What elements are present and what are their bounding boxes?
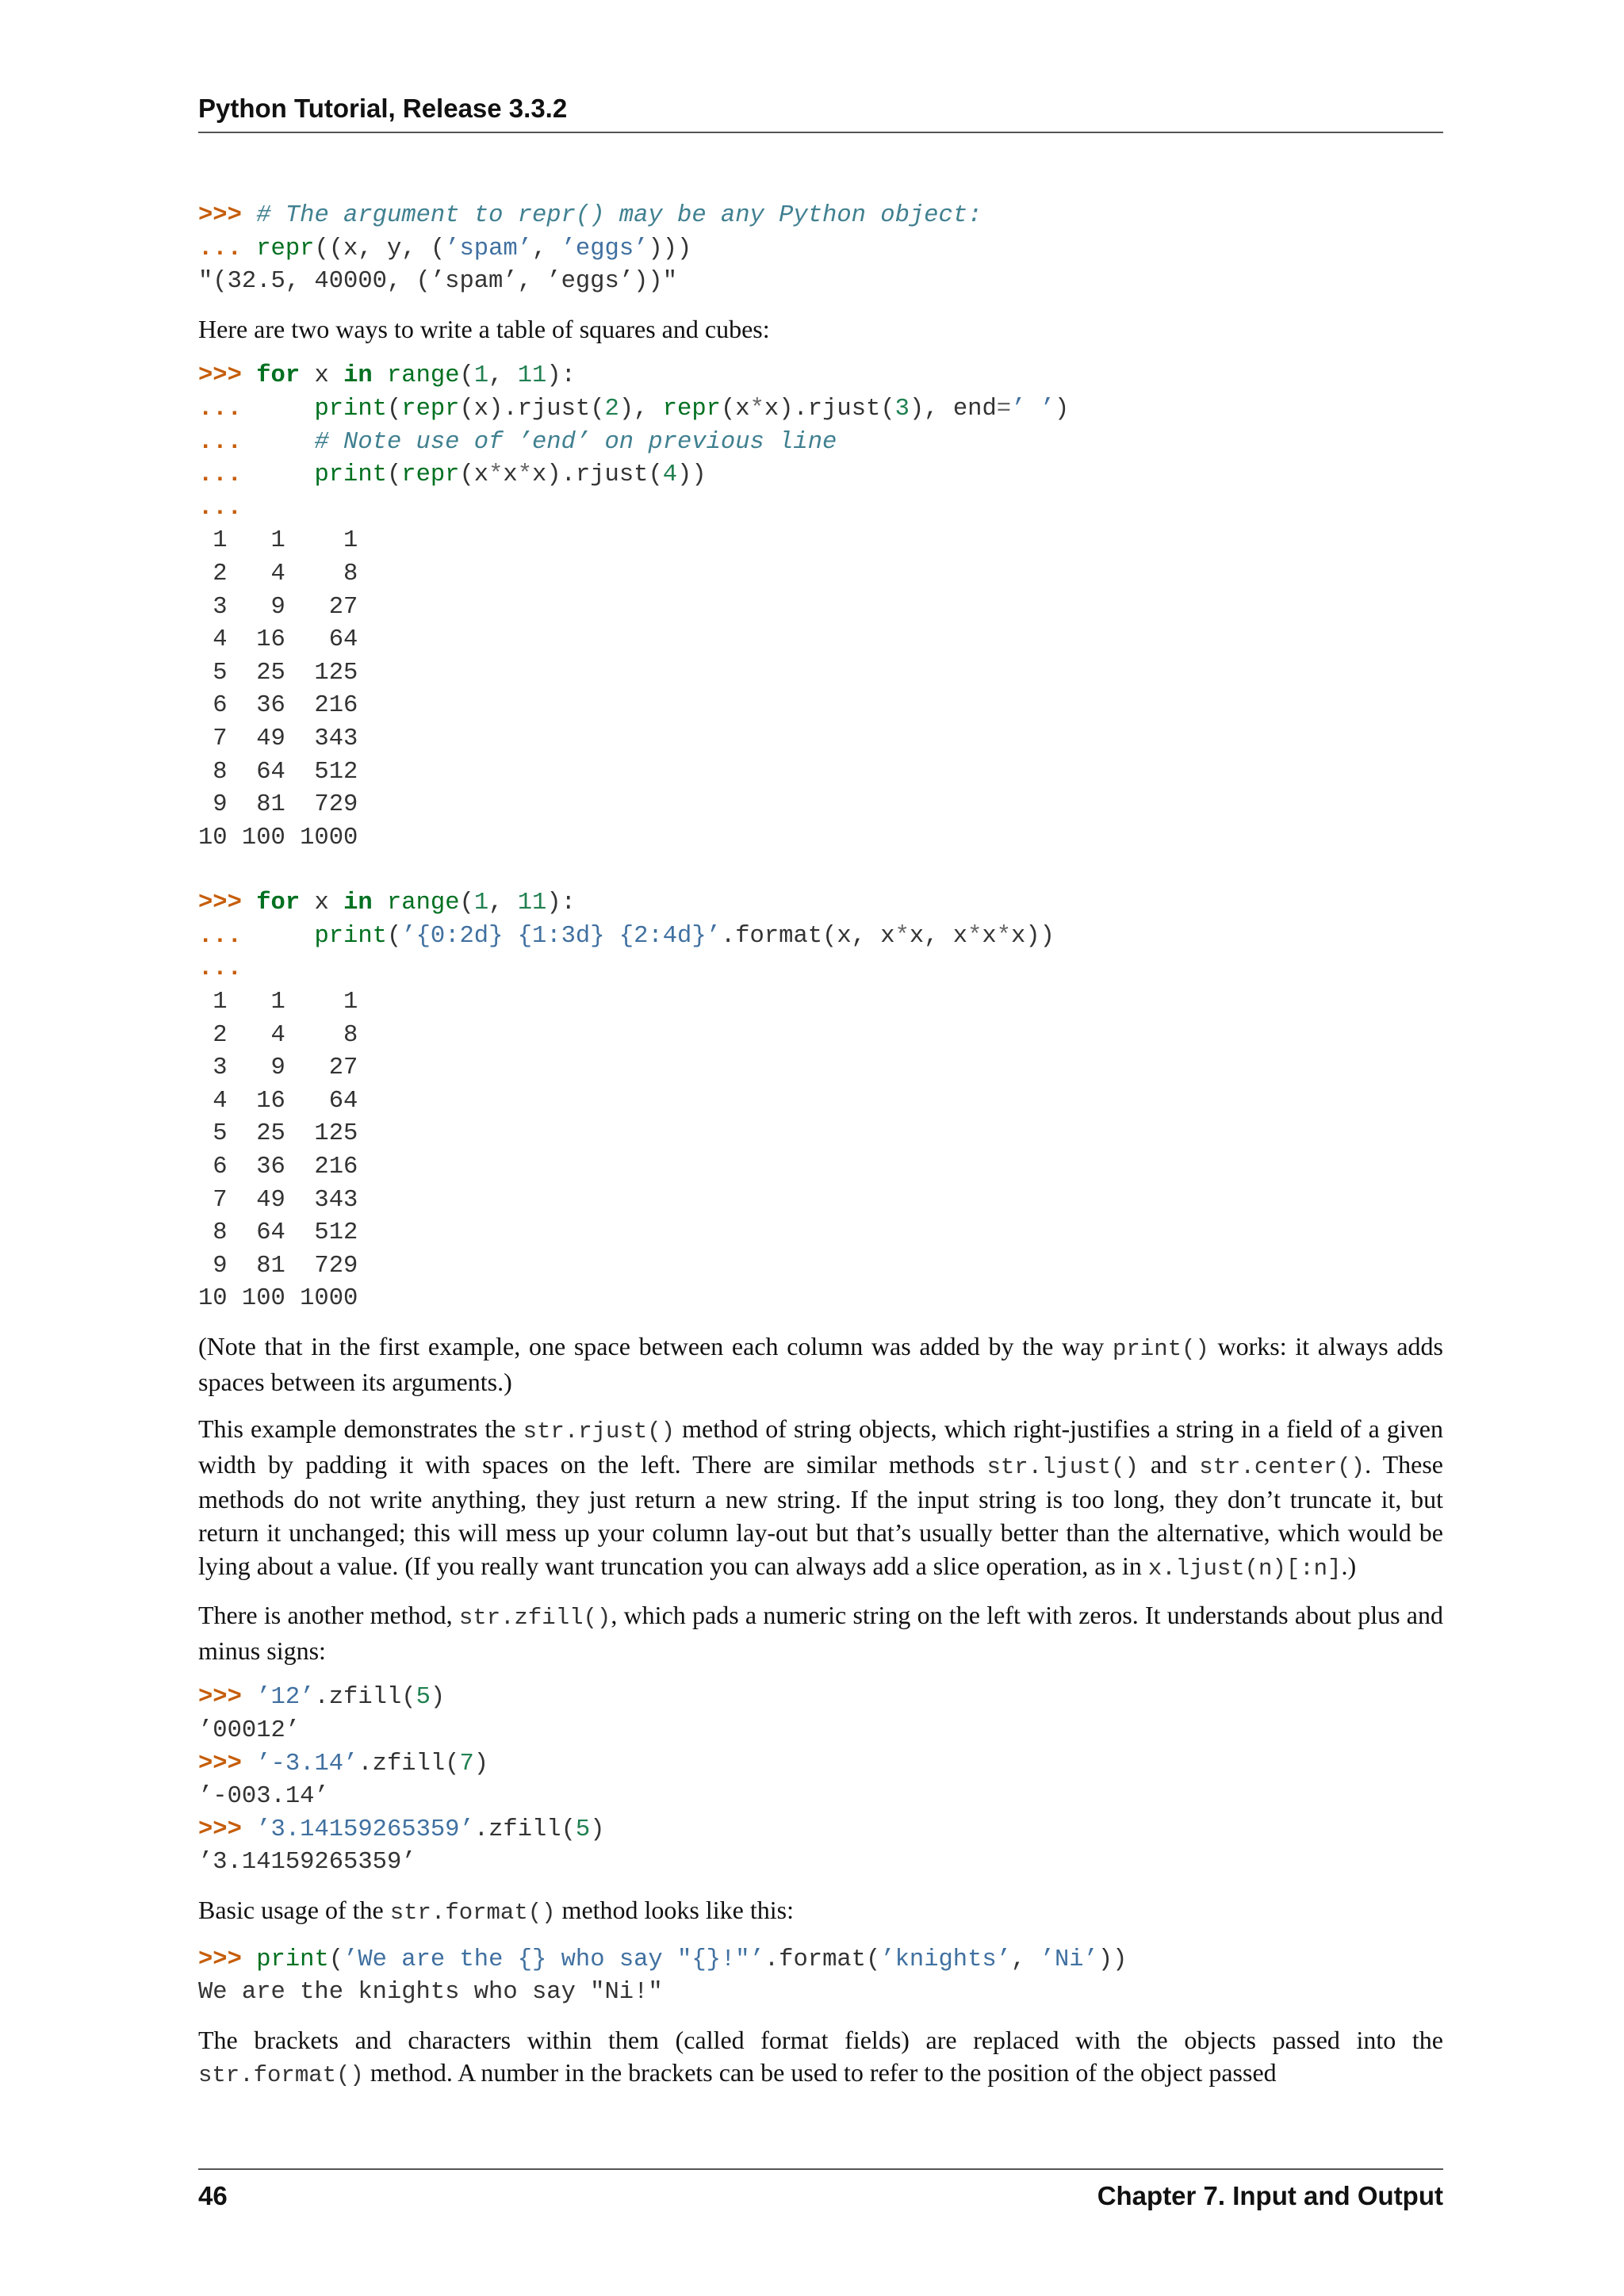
code-text: ) bbox=[430, 1684, 446, 1712]
keyword: in bbox=[343, 890, 373, 917]
header-title: Python Tutorial, Release 3.3.2 bbox=[198, 94, 568, 123]
output-line: We are the knights who say "Ni!" bbox=[198, 1979, 663, 2007]
inline-code: str.format() bbox=[389, 1899, 556, 1926]
string-literal: ’Ni’ bbox=[1040, 1946, 1098, 1973]
prompt: >>> bbox=[198, 202, 242, 229]
builtin: print bbox=[314, 395, 387, 423]
prompt: ... bbox=[198, 235, 242, 262]
keyword: for bbox=[256, 890, 301, 917]
string-literal: ’ ’ bbox=[1011, 395, 1055, 423]
code-text: .zfill( bbox=[358, 1750, 460, 1777]
code-text: ) bbox=[590, 1816, 605, 1843]
output-line: 4 16 64 bbox=[198, 1087, 358, 1115]
string-literal: ’We are the {} who say "{}!"’ bbox=[343, 1946, 764, 1973]
indent bbox=[242, 429, 315, 456]
prompt: >>> bbox=[198, 1816, 242, 1843]
text-run: works: it always adds spaces between its arguments.) bbox=[198, 1332, 1444, 1396]
number-literal: 1 bbox=[473, 362, 489, 390]
prompt: >>> bbox=[198, 362, 242, 390]
code-text: ), end bbox=[909, 395, 997, 423]
code-line bbox=[198, 393, 1443, 427]
paragraph-intro: Here are two ways to write a table of squares and cubes: bbox=[198, 314, 770, 343]
number-literal: 4 bbox=[662, 461, 678, 489]
number-literal: 5 bbox=[416, 1684, 431, 1712]
code-text: .format( bbox=[764, 1946, 881, 1973]
code-text: ) bbox=[1055, 395, 1070, 423]
output-line: 6 36 216 bbox=[198, 692, 358, 720]
code-line bbox=[198, 953, 1443, 986]
code-text: x bbox=[503, 461, 518, 489]
code-text: ( bbox=[459, 890, 474, 917]
code-line bbox=[198, 200, 1443, 233]
operator: * bbox=[749, 395, 764, 423]
string-literal: ’knights’ bbox=[880, 1946, 1012, 1973]
text-run: . These methods do not write anything, they just return a new string. If the input string is too long, they don’t truncate it, but return it unchanged; this will mess up your column lay-out but that’s usually better than the alternative, which would be lying about a value. (If you really want truncation you can always add a slice operation, as in bbox=[198, 1449, 1444, 1580]
code-text: ( bbox=[386, 395, 402, 423]
string-literal: ’{0:2d} {1:3d} {2:4d}’ bbox=[401, 922, 721, 950]
output-line: ’3.14159265359’ bbox=[198, 1849, 416, 1877]
output-line: 10 100 1000 bbox=[198, 1285, 358, 1313]
builtin: repr bbox=[256, 235, 315, 262]
code-text: ( bbox=[386, 922, 402, 950]
prompt: ... bbox=[198, 922, 242, 950]
code-text: , bbox=[488, 362, 518, 390]
text-run: .) bbox=[1341, 1551, 1357, 1580]
output-line: 7 49 343 bbox=[198, 1186, 358, 1214]
code-text bbox=[373, 890, 387, 916]
prompt: >>> bbox=[198, 1946, 242, 1973]
code-text: .zfill( bbox=[314, 1684, 416, 1712]
text-run: method. A number in the brackets can be used to refer to the position of the object passed bbox=[363, 2058, 1277, 2087]
operator: * bbox=[488, 461, 504, 489]
builtin: range bbox=[387, 362, 460, 390]
code-block-zfill bbox=[198, 1682, 1443, 1880]
code-line bbox=[198, 1814, 1443, 1847]
code-output-line: "(32.5, 40000, (’spam’, ’eggs’))" bbox=[198, 268, 677, 296]
code-line bbox=[198, 920, 1443, 954]
code-text: , bbox=[1011, 1946, 1040, 1973]
number-literal: 7 bbox=[459, 1750, 474, 1777]
operator: * bbox=[894, 922, 910, 950]
number-literal: 11 bbox=[517, 890, 547, 917]
indent bbox=[242, 923, 315, 950]
code-text: x).rjust( bbox=[764, 395, 895, 423]
code-text: x bbox=[300, 362, 344, 390]
builtin: print bbox=[314, 922, 387, 950]
string-literal: ’eggs’ bbox=[561, 235, 649, 262]
output-line: 3 9 27 bbox=[198, 1054, 358, 1082]
code-text: ( bbox=[459, 362, 474, 390]
indent bbox=[242, 461, 315, 488]
builtin: repr bbox=[401, 461, 460, 489]
output-line: 5 25 125 bbox=[198, 659, 358, 687]
prompt: >>> bbox=[198, 1684, 242, 1712]
keyword: for bbox=[256, 362, 301, 390]
operator: * bbox=[996, 922, 1012, 950]
number-literal: 3 bbox=[894, 395, 910, 423]
output-line: 5 25 125 bbox=[198, 1120, 358, 1148]
output-line: ’00012’ bbox=[198, 1716, 301, 1744]
code-text: x).rjust( bbox=[532, 461, 663, 489]
inline-code: x.ljust(n)[:n] bbox=[1147, 1555, 1342, 1582]
code-text: , bbox=[532, 235, 561, 262]
text-run: The brackets and characters within them (called format fields) are replaced with the objects passed into the bbox=[198, 2025, 1443, 2054]
operator: * bbox=[967, 922, 982, 950]
builtin: range bbox=[387, 890, 460, 917]
text-run: method looks like this: bbox=[555, 1895, 794, 1924]
output-line: 2 4 8 bbox=[198, 560, 358, 587]
builtin: repr bbox=[401, 395, 460, 423]
code-text bbox=[373, 362, 387, 389]
paragraph-zfill bbox=[198, 1599, 1443, 1667]
output-line: ’-003.14’ bbox=[198, 1783, 329, 1811]
page-content bbox=[198, 200, 1443, 2092]
indent bbox=[242, 396, 315, 423]
builtin: print bbox=[314, 461, 387, 489]
inline-code: str.center() bbox=[1199, 1453, 1365, 1480]
text-run: and bbox=[1138, 1449, 1200, 1479]
code-block-format-example bbox=[198, 1944, 1443, 2010]
number-literal: 5 bbox=[575, 1816, 591, 1843]
keyword: in bbox=[343, 362, 373, 390]
running-header bbox=[198, 92, 1443, 133]
page-number: 46 bbox=[198, 2181, 228, 2210]
output-line: 6 36 216 bbox=[198, 1154, 358, 1181]
code-line bbox=[198, 427, 1443, 460]
code-text: .zfill( bbox=[473, 1816, 576, 1843]
running-footer bbox=[198, 2168, 1443, 2218]
output-line: 1 1 1 bbox=[198, 989, 358, 1016]
prompt: >>> bbox=[198, 1750, 242, 1777]
inline-code: str.zfill() bbox=[458, 1605, 611, 1632]
output-line: 8 64 512 bbox=[198, 758, 358, 786]
code-text: , bbox=[488, 890, 518, 917]
string-literal: ’spam’ bbox=[445, 235, 533, 262]
string-literal: ’12’ bbox=[256, 1684, 315, 1712]
code-text: x)) bbox=[1011, 922, 1055, 950]
prompt: ... bbox=[198, 461, 242, 489]
code-comment: # The argument to repr() may be any Python object: bbox=[256, 202, 982, 229]
text-run: method of string objects, which right-justifies a string in a field of a given width by padding it with spaces on the left. There are similar methods bbox=[198, 1414, 1444, 1479]
prompt: ... bbox=[198, 494, 242, 522]
code-text: ))) bbox=[648, 235, 692, 262]
code-text: ((x, y, ( bbox=[314, 235, 446, 262]
prompt: ... bbox=[198, 428, 242, 456]
code-line bbox=[198, 1944, 1443, 1977]
prompt: ... bbox=[198, 395, 242, 423]
text-run: This example demonstrates the bbox=[198, 1414, 523, 1444]
output-line: 9 81 729 bbox=[198, 1252, 358, 1280]
code-text: ): bbox=[546, 890, 576, 917]
prompt: >>> bbox=[198, 890, 242, 917]
builtin: print bbox=[256, 1946, 329, 1973]
code-line bbox=[198, 1682, 1443, 1715]
text-run: (Note that in the first example, one space between each column was added by the way bbox=[198, 1332, 1113, 1360]
code-text: (x bbox=[459, 461, 489, 489]
operator: = bbox=[996, 395, 1012, 423]
output-line: 4 16 64 bbox=[198, 626, 358, 654]
prompt: ... bbox=[198, 955, 242, 983]
operator: * bbox=[517, 461, 533, 489]
code-line bbox=[198, 360, 1443, 393]
output-line: 9 81 729 bbox=[198, 791, 358, 819]
chapter-title: Chapter 7. Input and Output bbox=[1097, 2181, 1443, 2210]
inline-code: print() bbox=[1112, 1336, 1209, 1362]
inline-code: str.ljust() bbox=[986, 1453, 1139, 1480]
output-line: 7 49 343 bbox=[198, 725, 358, 752]
code-line bbox=[198, 459, 1443, 492]
paragraph-format-fields bbox=[198, 2024, 1443, 2092]
code-text: ), bbox=[619, 395, 663, 423]
text-run: There is another method, bbox=[198, 1601, 459, 1630]
output-line: 10 100 1000 bbox=[198, 824, 358, 851]
code-block-rjust-table bbox=[198, 360, 1443, 855]
code-text: ( bbox=[386, 461, 402, 489]
code-comment: # Note use of ’end’ on previous line bbox=[314, 428, 837, 456]
string-literal: ’3.14159265359’ bbox=[256, 1816, 474, 1843]
code-text: ) bbox=[473, 1750, 489, 1777]
code-text: )) bbox=[677, 461, 707, 489]
code-text: x bbox=[982, 922, 997, 950]
code-text: ): bbox=[546, 362, 576, 390]
number-literal: 11 bbox=[517, 362, 547, 390]
paragraph-rjust bbox=[198, 1413, 1443, 1585]
code-line bbox=[198, 233, 1443, 266]
code-text: .format(x, x bbox=[720, 922, 895, 950]
output-line: 2 4 8 bbox=[198, 1021, 358, 1049]
code-text: ( bbox=[328, 1946, 344, 1973]
code-text: (x bbox=[720, 395, 750, 423]
inline-code: str.rjust() bbox=[523, 1418, 676, 1445]
output-line: 3 9 27 bbox=[198, 593, 358, 621]
code-text: )) bbox=[1097, 1946, 1128, 1973]
document-page bbox=[198, 0, 1443, 2296]
inline-code: str.format() bbox=[198, 2062, 364, 2089]
code-line bbox=[198, 492, 1443, 526]
output-line: 8 64 512 bbox=[198, 1219, 358, 1247]
code-block-repr bbox=[198, 200, 1443, 299]
code-text: x, x bbox=[909, 922, 968, 950]
code-text: x bbox=[300, 890, 344, 917]
paragraph-format-usage bbox=[198, 1894, 1443, 1930]
number-literal: 2 bbox=[604, 395, 619, 423]
code-block-format-table bbox=[198, 887, 1443, 1316]
number-literal: 1 bbox=[473, 890, 489, 917]
code-line bbox=[198, 1748, 1443, 1781]
code-line bbox=[198, 887, 1443, 920]
builtin: repr bbox=[662, 395, 721, 423]
text-run: , which pads a numeric string on the left with zeros. It understands about plus and minus signs: bbox=[198, 1601, 1444, 1665]
text-run: Basic usage of the bbox=[198, 1895, 390, 1924]
string-literal: ’-3.14’ bbox=[256, 1750, 358, 1777]
paragraph-print-note bbox=[198, 1330, 1443, 1399]
code-text: (x).rjust( bbox=[459, 395, 605, 423]
output-line: 1 1 1 bbox=[198, 527, 358, 555]
